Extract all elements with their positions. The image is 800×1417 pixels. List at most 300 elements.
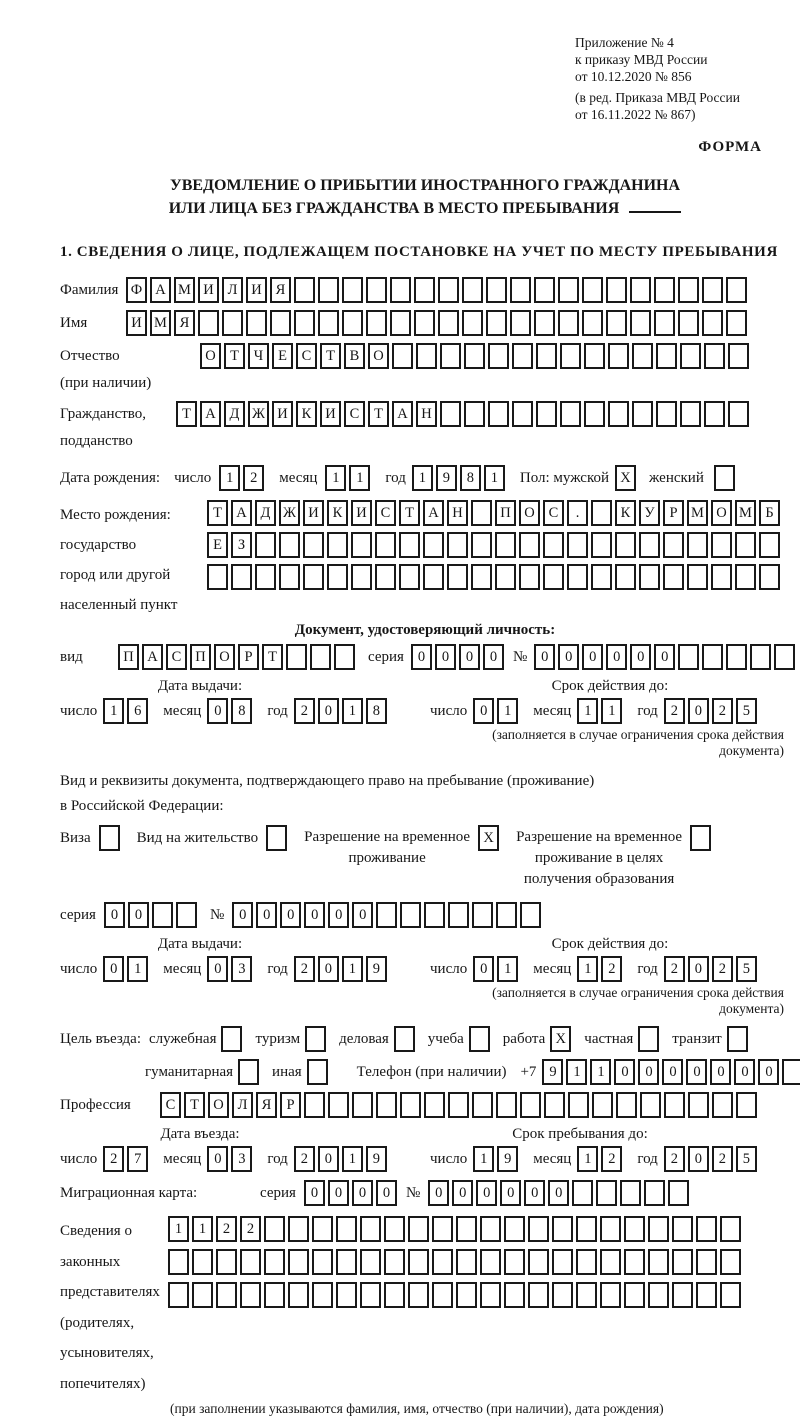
birthplace-row1-cell[interactable]: Р bbox=[663, 500, 684, 526]
phone-cell[interactable]: 1 bbox=[590, 1059, 611, 1085]
resdoc-series-cell[interactable] bbox=[152, 902, 173, 928]
representatives-row1-cell[interactable] bbox=[576, 1216, 597, 1242]
surname-cell[interactable] bbox=[606, 277, 627, 303]
firstname-cell[interactable] bbox=[726, 310, 747, 336]
firstname-cell[interactable] bbox=[486, 310, 507, 336]
representatives-row1-cell[interactable] bbox=[672, 1216, 693, 1242]
representatives-row2-cell[interactable] bbox=[432, 1249, 453, 1275]
surname-cell[interactable] bbox=[390, 277, 411, 303]
resdoc-valid-month-cell[interactable]: 1 bbox=[577, 956, 598, 982]
iddoc-valid-month-cell[interactable]: 1 bbox=[577, 698, 598, 724]
birthplace-row2-cell[interactable] bbox=[567, 532, 588, 558]
birthplace-row2-cell[interactable] bbox=[639, 532, 660, 558]
iddoc-valid-day-cell[interactable]: 0 bbox=[473, 698, 494, 724]
firstname-cell[interactable] bbox=[294, 310, 315, 336]
representatives-row3-cell[interactable] bbox=[624, 1282, 645, 1308]
firstname-cell[interactable] bbox=[630, 310, 651, 336]
birthplace-row3-cell[interactable] bbox=[567, 564, 588, 590]
patronymic-cell[interactable]: С bbox=[296, 343, 317, 369]
surname-cell[interactable] bbox=[534, 277, 555, 303]
representatives-row1-cell[interactable] bbox=[696, 1216, 717, 1242]
migration-number-cell[interactable] bbox=[668, 1180, 689, 1206]
birthplace-row1-cell[interactable]: И bbox=[303, 500, 324, 526]
firstname-cell[interactable] bbox=[654, 310, 675, 336]
representatives-row1-cell[interactable] bbox=[720, 1216, 741, 1242]
profession-cell[interactable]: Я bbox=[256, 1092, 277, 1118]
representatives-row3-cell[interactable] bbox=[360, 1282, 381, 1308]
citizenship-cell[interactable]: Т bbox=[368, 401, 389, 427]
profession-cell[interactable] bbox=[712, 1092, 733, 1118]
birthplace-row1-cell[interactable]: Ж bbox=[279, 500, 300, 526]
surname-cell[interactable] bbox=[486, 277, 507, 303]
surname-cell[interactable]: И bbox=[246, 277, 267, 303]
representatives-row2-cell[interactable] bbox=[336, 1249, 357, 1275]
surname-cell[interactable] bbox=[726, 277, 747, 303]
resdoc-valid-month-cell[interactable]: 2 bbox=[601, 956, 622, 982]
iddoc-issue-day-cell[interactable]: 1 bbox=[103, 698, 124, 724]
iddoc-kind-cell[interactable]: Т bbox=[262, 644, 283, 670]
iddoc-number-cell[interactable] bbox=[702, 644, 723, 670]
patronymic-cell[interactable] bbox=[584, 343, 605, 369]
representatives-row2-cell[interactable] bbox=[480, 1249, 501, 1275]
iddoc-series-cell[interactable]: 0 bbox=[411, 644, 432, 670]
resdoc-issue-year-cell[interactable]: 9 bbox=[366, 956, 387, 982]
citizenship-cell[interactable] bbox=[704, 401, 725, 427]
iddoc-valid-year-cell[interactable]: 2 bbox=[712, 698, 733, 724]
birth-year-cell[interactable]: 1 bbox=[484, 465, 505, 491]
citizenship-cell[interactable]: А bbox=[392, 401, 413, 427]
representatives-row3-cell[interactable] bbox=[552, 1282, 573, 1308]
representatives-row1-cell[interactable] bbox=[648, 1216, 669, 1242]
representatives-row2-cell[interactable] bbox=[240, 1249, 261, 1275]
representatives-row3-cell[interactable] bbox=[600, 1282, 621, 1308]
birthplace-row3-cell[interactable] bbox=[303, 564, 324, 590]
temp-residence-education-cell[interactable] bbox=[690, 825, 711, 851]
birthplace-row2-cell[interactable]: Е bbox=[207, 532, 228, 558]
birthplace-row2-cell[interactable] bbox=[711, 532, 732, 558]
resdoc-number-cell[interactable] bbox=[400, 902, 421, 928]
migration-series-cell[interactable]: 0 bbox=[304, 1180, 325, 1206]
patronymic-cell[interactable] bbox=[392, 343, 413, 369]
iddoc-kind-cell[interactable]: О bbox=[214, 644, 235, 670]
representatives-row1-cell[interactable] bbox=[336, 1216, 357, 1242]
representatives-row1-cell[interactable] bbox=[552, 1216, 573, 1242]
birthplace-row2-cell[interactable]: З bbox=[231, 532, 252, 558]
citizenship-cell[interactable] bbox=[464, 401, 485, 427]
birthplace-row2-cell[interactable] bbox=[255, 532, 276, 558]
iddoc-number-cell[interactable] bbox=[726, 644, 747, 670]
profession-cell[interactable] bbox=[328, 1092, 349, 1118]
iddoc-kind-cell[interactable]: А bbox=[142, 644, 163, 670]
birthplace-row3-cell[interactable] bbox=[327, 564, 348, 590]
purpose-work-cell[interactable]: X bbox=[550, 1026, 571, 1052]
birth-day-cell[interactable]: 1 bbox=[219, 465, 240, 491]
profession-cell[interactable] bbox=[400, 1092, 421, 1118]
representatives-row3-cell[interactable] bbox=[720, 1282, 741, 1308]
resdoc-number-cell[interactable]: 0 bbox=[256, 902, 277, 928]
iddoc-kind-cell[interactable]: П bbox=[118, 644, 139, 670]
firstname-cell[interactable] bbox=[366, 310, 387, 336]
resdoc-issue-year-cell[interactable]: 1 bbox=[342, 956, 363, 982]
patronymic-cell[interactable] bbox=[728, 343, 749, 369]
migration-number-cell[interactable]: 0 bbox=[452, 1180, 473, 1206]
migration-series-cell[interactable]: 0 bbox=[352, 1180, 373, 1206]
citizenship-cell[interactable] bbox=[584, 401, 605, 427]
surname-cell[interactable] bbox=[582, 277, 603, 303]
profession-cell[interactable] bbox=[616, 1092, 637, 1118]
representatives-row3-cell[interactable] bbox=[480, 1282, 501, 1308]
representatives-row1-cell[interactable] bbox=[456, 1216, 477, 1242]
birthplace-row1-cell[interactable]: А bbox=[231, 500, 252, 526]
iddoc-series-cell[interactable]: 0 bbox=[435, 644, 456, 670]
representatives-row1-cell[interactable] bbox=[408, 1216, 429, 1242]
purpose-study-cell[interactable] bbox=[469, 1026, 490, 1052]
representatives-row2-cell[interactable] bbox=[648, 1249, 669, 1275]
temp-residence-cell[interactable]: X bbox=[478, 825, 499, 851]
representatives-row3-cell[interactable] bbox=[264, 1282, 285, 1308]
resdoc-issue-day-cell[interactable]: 1 bbox=[127, 956, 148, 982]
representatives-row2-cell[interactable] bbox=[624, 1249, 645, 1275]
iddoc-number-cell[interactable]: 0 bbox=[606, 644, 627, 670]
phone-cell[interactable]: 0 bbox=[614, 1059, 635, 1085]
resdoc-issue-year-cell[interactable]: 2 bbox=[294, 956, 315, 982]
iddoc-kind-cell[interactable]: Р bbox=[238, 644, 259, 670]
profession-cell[interactable]: О bbox=[208, 1092, 229, 1118]
representatives-row1-cell[interactable] bbox=[288, 1216, 309, 1242]
entry-year-cell[interactable]: 1 bbox=[342, 1146, 363, 1172]
profession-cell[interactable] bbox=[520, 1092, 541, 1118]
birth-year-cell[interactable]: 8 bbox=[460, 465, 481, 491]
representatives-row3-cell[interactable] bbox=[216, 1282, 237, 1308]
profession-cell[interactable]: С bbox=[160, 1092, 181, 1118]
firstname-cell[interactable] bbox=[582, 310, 603, 336]
resdoc-number-cell[interactable]: 0 bbox=[328, 902, 349, 928]
birthplace-row2-cell[interactable] bbox=[279, 532, 300, 558]
iddoc-series-cell[interactable]: 0 bbox=[483, 644, 504, 670]
birth-month-cell[interactable]: 1 bbox=[325, 465, 346, 491]
citizenship-cell[interactable]: И bbox=[320, 401, 341, 427]
patronymic-cell[interactable] bbox=[416, 343, 437, 369]
birthplace-row1-cell[interactable]: Т bbox=[207, 500, 228, 526]
representatives-row3-cell[interactable] bbox=[408, 1282, 429, 1308]
citizenship-cell[interactable]: А bbox=[200, 401, 221, 427]
representatives-row2-cell[interactable] bbox=[384, 1249, 405, 1275]
patronymic-cell[interactable]: О bbox=[200, 343, 221, 369]
citizenship-cell[interactable] bbox=[632, 401, 653, 427]
surname-cell[interactable] bbox=[294, 277, 315, 303]
firstname-cell[interactable] bbox=[246, 310, 267, 336]
birthplace-row1-cell[interactable] bbox=[591, 500, 612, 526]
patronymic-cell[interactable] bbox=[488, 343, 509, 369]
purpose-other-cell[interactable] bbox=[307, 1059, 328, 1085]
birthplace-row2-cell[interactable] bbox=[423, 532, 444, 558]
representatives-row1-cell[interactable] bbox=[264, 1216, 285, 1242]
representatives-row2-cell[interactable] bbox=[720, 1249, 741, 1275]
birthplace-row1-cell[interactable]: Д bbox=[255, 500, 276, 526]
birthplace-row1-cell[interactable]: Н bbox=[447, 500, 468, 526]
birthplace-row3-cell[interactable] bbox=[351, 564, 372, 590]
firstname-cell[interactable] bbox=[414, 310, 435, 336]
stay-month-cell[interactable]: 1 bbox=[577, 1146, 598, 1172]
birthplace-row2-cell[interactable] bbox=[519, 532, 540, 558]
migration-number-cell[interactable]: 0 bbox=[428, 1180, 449, 1206]
migration-number-cell[interactable]: 0 bbox=[524, 1180, 545, 1206]
representatives-row1-cell[interactable] bbox=[312, 1216, 333, 1242]
representatives-row3-cell[interactable] bbox=[672, 1282, 693, 1308]
phone-cell[interactable]: 0 bbox=[734, 1059, 755, 1085]
birthplace-row3-cell[interactable] bbox=[399, 564, 420, 590]
birthplace-row2-cell[interactable] bbox=[447, 532, 468, 558]
representatives-row3-cell[interactable] bbox=[240, 1282, 261, 1308]
representatives-row1-cell[interactable] bbox=[480, 1216, 501, 1242]
citizenship-cell[interactable]: С bbox=[344, 401, 365, 427]
birthplace-row2-cell[interactable] bbox=[495, 532, 516, 558]
birthplace-row2-cell[interactable] bbox=[591, 532, 612, 558]
representatives-row3-cell[interactable] bbox=[696, 1282, 717, 1308]
citizenship-cell[interactable] bbox=[656, 401, 677, 427]
patronymic-cell[interactable] bbox=[440, 343, 461, 369]
citizenship-cell[interactable]: Д bbox=[224, 401, 245, 427]
iddoc-valid-year-cell[interactable]: 5 bbox=[736, 698, 757, 724]
firstname-cell[interactable] bbox=[342, 310, 363, 336]
surname-cell[interactable]: М bbox=[174, 277, 195, 303]
resdoc-valid-year-cell[interactable]: 5 bbox=[736, 956, 757, 982]
birthplace-row2-cell[interactable] bbox=[375, 532, 396, 558]
birthplace-row3-cell[interactable] bbox=[591, 564, 612, 590]
firstname-cell[interactable] bbox=[438, 310, 459, 336]
patronymic-cell[interactable] bbox=[536, 343, 557, 369]
entry-day-cell[interactable]: 7 bbox=[127, 1146, 148, 1172]
citizenship-cell[interactable] bbox=[512, 401, 533, 427]
birthplace-row3-cell[interactable] bbox=[663, 564, 684, 590]
iddoc-issue-year-cell[interactable]: 0 bbox=[318, 698, 339, 724]
entry-year-cell[interactable]: 9 bbox=[366, 1146, 387, 1172]
surname-cell[interactable] bbox=[318, 277, 339, 303]
birthplace-row3-cell[interactable] bbox=[519, 564, 540, 590]
patronymic-cell[interactable]: Т bbox=[320, 343, 341, 369]
iddoc-issue-day-cell[interactable]: 6 bbox=[127, 698, 148, 724]
representatives-row2-cell[interactable] bbox=[576, 1249, 597, 1275]
birthplace-row2-cell[interactable] bbox=[543, 532, 564, 558]
surname-cell[interactable] bbox=[678, 277, 699, 303]
birthplace-row1-cell[interactable]: О bbox=[711, 500, 732, 526]
entry-day-cell[interactable]: 2 bbox=[103, 1146, 124, 1172]
iddoc-issue-year-cell[interactable]: 2 bbox=[294, 698, 315, 724]
surname-cell[interactable] bbox=[414, 277, 435, 303]
patronymic-cell[interactable] bbox=[656, 343, 677, 369]
birthplace-row2-cell[interactable] bbox=[759, 532, 780, 558]
firstname-cell[interactable]: Я bbox=[174, 310, 195, 336]
profession-cell[interactable] bbox=[568, 1092, 589, 1118]
purpose-official-cell[interactable] bbox=[221, 1026, 242, 1052]
phone-cell[interactable]: 1 bbox=[566, 1059, 587, 1085]
phone-cell[interactable]: 0 bbox=[662, 1059, 683, 1085]
profession-cell[interactable] bbox=[496, 1092, 517, 1118]
profession-cell[interactable]: Т bbox=[184, 1092, 205, 1118]
birthplace-row2-cell[interactable] bbox=[663, 532, 684, 558]
resdoc-valid-year-cell[interactable]: 2 bbox=[712, 956, 733, 982]
birthplace-row3-cell[interactable] bbox=[687, 564, 708, 590]
entry-year-cell[interactable]: 0 bbox=[318, 1146, 339, 1172]
birthplace-row3-cell[interactable] bbox=[231, 564, 252, 590]
representatives-row2-cell[interactable] bbox=[264, 1249, 285, 1275]
citizenship-cell[interactable] bbox=[536, 401, 557, 427]
birthplace-row3-cell[interactable] bbox=[735, 564, 756, 590]
representatives-row2-cell[interactable] bbox=[192, 1249, 213, 1275]
surname-cell[interactable] bbox=[558, 277, 579, 303]
firstname-cell[interactable] bbox=[390, 310, 411, 336]
iddoc-series-cell[interactable]: 0 bbox=[459, 644, 480, 670]
migration-number-cell[interactable]: 0 bbox=[548, 1180, 569, 1206]
profession-cell[interactable] bbox=[472, 1092, 493, 1118]
stay-year-cell[interactable]: 2 bbox=[712, 1146, 733, 1172]
migration-number-cell[interactable] bbox=[644, 1180, 665, 1206]
firstname-cell[interactable] bbox=[270, 310, 291, 336]
birthplace-row3-cell[interactable] bbox=[255, 564, 276, 590]
birthplace-row1-cell[interactable]: С bbox=[375, 500, 396, 526]
birthplace-row1-cell[interactable]: С bbox=[543, 500, 564, 526]
firstname-cell[interactable] bbox=[558, 310, 579, 336]
birthplace-row2-cell[interactable] bbox=[687, 532, 708, 558]
firstname-cell[interactable] bbox=[318, 310, 339, 336]
stay-year-cell[interactable]: 5 bbox=[736, 1146, 757, 1172]
citizenship-cell[interactable]: Т bbox=[176, 401, 197, 427]
patronymic-cell[interactable]: О bbox=[368, 343, 389, 369]
profession-cell[interactable] bbox=[352, 1092, 373, 1118]
resdoc-valid-day-cell[interactable]: 0 bbox=[473, 956, 494, 982]
birthplace-row1-cell[interactable]: К bbox=[615, 500, 636, 526]
representatives-row1-cell[interactable]: 1 bbox=[192, 1216, 213, 1242]
birthplace-row1-cell[interactable]: К bbox=[327, 500, 348, 526]
resdoc-number-cell[interactable] bbox=[472, 902, 493, 928]
citizenship-cell[interactable] bbox=[608, 401, 629, 427]
firstname-cell[interactable] bbox=[702, 310, 723, 336]
representatives-row1-cell[interactable] bbox=[528, 1216, 549, 1242]
representatives-row1-cell[interactable] bbox=[384, 1216, 405, 1242]
birthplace-row3-cell[interactable] bbox=[543, 564, 564, 590]
surname-cell[interactable] bbox=[342, 277, 363, 303]
profession-cell[interactable] bbox=[304, 1092, 325, 1118]
surname-cell[interactable] bbox=[366, 277, 387, 303]
birthplace-row1-cell[interactable]: М bbox=[687, 500, 708, 526]
representatives-row2-cell[interactable] bbox=[672, 1249, 693, 1275]
representatives-row3-cell[interactable] bbox=[312, 1282, 333, 1308]
sex-male-cell[interactable]: X bbox=[615, 465, 636, 491]
migration-number-cell[interactable]: 0 bbox=[476, 1180, 497, 1206]
birthplace-row1-cell[interactable]: . bbox=[567, 500, 588, 526]
profession-cell[interactable] bbox=[376, 1092, 397, 1118]
citizenship-cell[interactable] bbox=[488, 401, 509, 427]
surname-cell[interactable] bbox=[510, 277, 531, 303]
patronymic-cell[interactable] bbox=[632, 343, 653, 369]
iddoc-kind-cell[interactable]: П bbox=[190, 644, 211, 670]
iddoc-number-cell[interactable]: 0 bbox=[630, 644, 651, 670]
iddoc-number-cell[interactable]: 0 bbox=[534, 644, 555, 670]
migration-number-cell[interactable] bbox=[572, 1180, 593, 1206]
representatives-row2-cell[interactable] bbox=[312, 1249, 333, 1275]
birthplace-row1-cell[interactable]: Б bbox=[759, 500, 780, 526]
representatives-row2-cell[interactable] bbox=[216, 1249, 237, 1275]
birthplace-row3-cell[interactable] bbox=[447, 564, 468, 590]
representatives-row3-cell[interactable] bbox=[504, 1282, 525, 1308]
phone-cell[interactable]: 0 bbox=[758, 1059, 779, 1085]
resdoc-issue-year-cell[interactable]: 0 bbox=[318, 956, 339, 982]
birthplace-row1-cell[interactable]: Т bbox=[399, 500, 420, 526]
representatives-row2-cell[interactable] bbox=[168, 1249, 189, 1275]
resdoc-valid-year-cell[interactable]: 0 bbox=[688, 956, 709, 982]
birthplace-row2-cell[interactable] bbox=[735, 532, 756, 558]
patronymic-cell[interactable]: В bbox=[344, 343, 365, 369]
representatives-row2-cell[interactable] bbox=[408, 1249, 429, 1275]
representatives-row3-cell[interactable] bbox=[168, 1282, 189, 1308]
resdoc-number-cell[interactable] bbox=[424, 902, 445, 928]
phone-cell[interactable] bbox=[782, 1059, 800, 1085]
citizenship-cell[interactable]: Н bbox=[416, 401, 437, 427]
migration-series-cell[interactable]: 0 bbox=[376, 1180, 397, 1206]
representatives-row3-cell[interactable] bbox=[648, 1282, 669, 1308]
resdoc-number-cell[interactable] bbox=[448, 902, 469, 928]
surname-cell[interactable] bbox=[462, 277, 483, 303]
migration-number-cell[interactable]: 0 bbox=[500, 1180, 521, 1206]
representatives-row2-cell[interactable] bbox=[360, 1249, 381, 1275]
representatives-row3-cell[interactable] bbox=[336, 1282, 357, 1308]
iddoc-issue-year-cell[interactable]: 1 bbox=[342, 698, 363, 724]
representatives-row3-cell[interactable] bbox=[192, 1282, 213, 1308]
birthplace-row2-cell[interactable] bbox=[471, 532, 492, 558]
patronymic-cell[interactable] bbox=[704, 343, 725, 369]
stay-year-cell[interactable]: 2 bbox=[664, 1146, 685, 1172]
iddoc-number-cell[interactable] bbox=[750, 644, 771, 670]
surname-cell[interactable]: И bbox=[198, 277, 219, 303]
resdoc-number-cell[interactable] bbox=[376, 902, 397, 928]
resdoc-valid-day-cell[interactable]: 1 bbox=[497, 956, 518, 982]
representatives-row1-cell[interactable]: 1 bbox=[168, 1216, 189, 1242]
visa-cell[interactable] bbox=[99, 825, 120, 851]
patronymic-cell[interactable]: Ч bbox=[248, 343, 269, 369]
representatives-row3-cell[interactable] bbox=[432, 1282, 453, 1308]
phone-cell[interactable]: 9 bbox=[542, 1059, 563, 1085]
birthplace-row2-cell[interactable] bbox=[351, 532, 372, 558]
entry-year-cell[interactable]: 2 bbox=[294, 1146, 315, 1172]
birth-year-cell[interactable]: 1 bbox=[412, 465, 433, 491]
birthplace-row3-cell[interactable] bbox=[375, 564, 396, 590]
resdoc-issue-month-cell[interactable]: 0 bbox=[207, 956, 228, 982]
birthplace-row3-cell[interactable] bbox=[279, 564, 300, 590]
firstname-cell[interactable] bbox=[534, 310, 555, 336]
birthplace-row1-cell[interactable]: И bbox=[351, 500, 372, 526]
patronymic-cell[interactable] bbox=[560, 343, 581, 369]
iddoc-issue-month-cell[interactable]: 8 bbox=[231, 698, 252, 724]
profession-cell[interactable]: Р bbox=[280, 1092, 301, 1118]
iddoc-valid-year-cell[interactable]: 0 bbox=[688, 698, 709, 724]
profession-cell[interactable] bbox=[688, 1092, 709, 1118]
purpose-tourism-cell[interactable] bbox=[305, 1026, 326, 1052]
birthplace-row1-cell[interactable]: П bbox=[495, 500, 516, 526]
patronymic-cell[interactable] bbox=[464, 343, 485, 369]
representatives-row3-cell[interactable] bbox=[384, 1282, 405, 1308]
patronymic-cell[interactable]: Т bbox=[224, 343, 245, 369]
birthplace-row2-cell[interactable] bbox=[303, 532, 324, 558]
surname-cell[interactable] bbox=[630, 277, 651, 303]
entry-month-cell[interactable]: 0 bbox=[207, 1146, 228, 1172]
phone-cell[interactable]: 0 bbox=[710, 1059, 731, 1085]
profession-cell[interactable] bbox=[736, 1092, 757, 1118]
firstname-cell[interactable] bbox=[222, 310, 243, 336]
citizenship-cell[interactable]: К bbox=[296, 401, 317, 427]
representatives-row3-cell[interactable] bbox=[288, 1282, 309, 1308]
profession-cell[interactable] bbox=[424, 1092, 445, 1118]
surname-cell[interactable]: Л bbox=[222, 277, 243, 303]
